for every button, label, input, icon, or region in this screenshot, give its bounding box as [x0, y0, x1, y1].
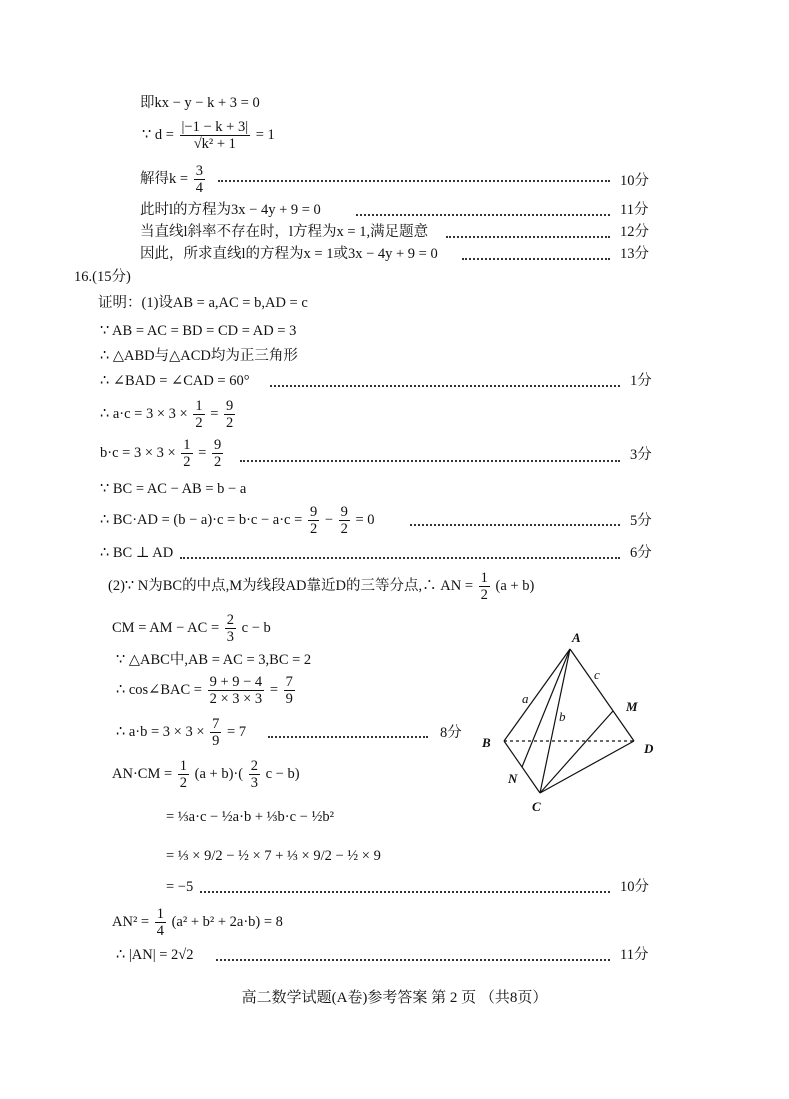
eq-line-solve-k	[140, 163, 207, 196]
score-1: 1分	[630, 373, 652, 389]
score-10: 10分	[620, 173, 649, 189]
equals-sign: =	[198, 444, 207, 461]
frac-den: 2 × 3 × 3	[209, 691, 263, 707]
label-B: B	[482, 735, 491, 750]
score-12: 12分	[620, 224, 649, 240]
an2-lhs: AN² =	[112, 913, 150, 930]
nine-halves-fraction	[339, 504, 350, 537]
score-11: 11分	[620, 202, 649, 218]
half-fraction	[193, 398, 204, 431]
bc-ad-rhs: = 0	[355, 511, 375, 528]
distance-rhs: = 1	[255, 126, 275, 143]
edge-ad	[570, 649, 634, 741]
question-16-heading: 16.(15分)	[74, 269, 131, 285]
proof-line-1: 证明：(1)设AB = a,AC = b,AD = c	[98, 295, 308, 311]
eq-line-distance	[142, 119, 275, 152]
frac-num: 1	[156, 906, 164, 922]
proof-line-9: ∴ BC ⊥ AD	[100, 545, 174, 561]
proof-line-4: ∴ ∠BAD = ∠CAD = 60°	[100, 373, 250, 389]
dot-leader	[462, 258, 610, 260]
score-6: 6分	[630, 545, 652, 561]
part2-line-final: ∴ |AN| = 2√2	[116, 947, 194, 963]
frac-num: 9	[226, 398, 234, 414]
score-13: 13分	[620, 246, 649, 262]
segment-an	[522, 649, 570, 767]
half-fraction	[181, 437, 192, 470]
frac-den: 3	[226, 629, 235, 645]
part2-line-abc: ∵ △ABC中,AB = AC = 3,BC = 2	[116, 652, 312, 668]
ab-rhs: = 7	[227, 723, 247, 740]
label-a: a	[522, 691, 529, 706]
half-fraction	[178, 758, 189, 791]
frac-num: 9	[309, 504, 318, 520]
frac-num: 2	[226, 612, 235, 628]
an-cm-lhs: AN·CM =	[112, 765, 173, 782]
eq-line-1: 即kx − y − k + 3 = 0	[140, 95, 260, 111]
seven-ninths-fraction	[210, 716, 221, 749]
bc-lhs: b·c = 3 × 3 ×	[100, 444, 176, 461]
eq-line-6: 因此，所求直线l的方程为x = 1或3x − 4y + 9 = 0	[140, 246, 438, 262]
equals-sign: =	[210, 405, 219, 422]
dot-leader	[356, 214, 610, 216]
cm-rhs: c − b	[241, 619, 271, 636]
half-fraction	[479, 570, 490, 603]
nine-halves-fraction	[308, 504, 319, 537]
frac-num: 9 + 9 − 4	[209, 674, 263, 690]
nine-halves-fraction	[212, 437, 223, 470]
nine-halves-fraction	[224, 398, 235, 431]
an-cm-mid: (a + b)·(	[194, 765, 244, 782]
edge-cd	[540, 741, 634, 793]
part2-rhs: (a + b)	[495, 577, 535, 594]
dot-leader	[200, 891, 610, 893]
frac-num: 2	[250, 758, 258, 774]
segment-cm	[540, 711, 613, 793]
part2-line-1	[108, 570, 534, 603]
an-cm-rhs: c − b)	[265, 765, 300, 782]
frac-den: 2	[480, 587, 488, 603]
part2-line-result: = −5	[166, 879, 194, 895]
ab-lhs: ∴ a·b = 3 × 3 ×	[116, 723, 205, 740]
frac-den: 2	[179, 775, 188, 791]
page-footer: 高二数学试题(A卷)参考答案 第 2 页 （共8页）	[241, 990, 548, 1006]
part2-lhs: (2)∵ N为BC的中点,M为线段AD靠近D的三等分点,∴ AN =	[108, 577, 473, 594]
quarter-fraction	[155, 906, 166, 939]
eq-line-4: 此时l的方程为3x − 4y + 9 = 0	[140, 202, 321, 218]
dot-leader	[216, 959, 610, 961]
proof-line-3: ∴ △ABD与△ACD均为正三角形	[100, 348, 298, 364]
frac-den: 2	[213, 454, 222, 470]
tetrahedron-figure	[470, 625, 690, 825]
label-c: c	[594, 667, 600, 682]
label-D: D	[644, 741, 654, 756]
k-num: 3	[195, 163, 203, 179]
proof-line-7: ∵ BC = AC − AB = b − a	[100, 481, 247, 497]
frac-den: 2	[183, 454, 191, 470]
label-M: M	[626, 699, 638, 714]
frac-num: 1	[183, 437, 191, 453]
dot-leader	[410, 524, 620, 526]
label-b: b	[559, 709, 566, 724]
frac-num: 9	[340, 504, 348, 520]
frac-den: 2	[226, 415, 234, 431]
label-N: N	[508, 771, 518, 786]
part2-line-an-squared	[112, 906, 283, 939]
proof-line-8	[100, 504, 375, 537]
frac-den: 9	[285, 691, 293, 707]
part2-line-cm	[112, 612, 271, 645]
frac-num: 7	[212, 716, 220, 732]
part2-line-ab	[116, 716, 246, 749]
frac-den: 3	[250, 775, 258, 791]
frac-den: 2	[340, 521, 348, 537]
frac-num: 7	[285, 674, 293, 690]
distance-lhs: ∵ d =	[142, 126, 174, 143]
part2-line-expand-1: = ⅓a·c − ½a·b + ⅓b·c − ½b²	[166, 809, 334, 825]
frac-den: 2	[195, 415, 203, 431]
frac-num: 1	[195, 398, 203, 414]
distance-num: |−1 − k + 3|	[181, 119, 249, 135]
cm-lhs: CM = AM − AC =	[112, 619, 220, 636]
bc-ad-lhs: ∴ BC·AD = (b − a)·c = b·c − a·c =	[100, 511, 303, 528]
an2-rhs: (a² + b² + 2a·b) = 8	[171, 913, 283, 930]
seven-ninths-fraction	[284, 674, 295, 707]
dot-leader	[240, 460, 620, 462]
score-11b: 11分	[620, 947, 649, 963]
frac-num: 1	[179, 758, 188, 774]
frac-num: 1	[480, 570, 488, 586]
dot-leader	[446, 236, 610, 238]
label-C: C	[532, 799, 541, 814]
frac-den: 4	[156, 923, 164, 939]
cos-fraction	[208, 674, 265, 707]
part2-line-an-cm	[112, 758, 300, 791]
part2-line-expand-2: = ⅓ × 9/2 − ½ × 7 + ⅓ × 9/2 − ½ × 9	[166, 848, 381, 864]
score-3: 3分	[630, 447, 652, 463]
dot-leader	[180, 557, 620, 559]
score-5: 5分	[630, 513, 652, 529]
minus-sign: −	[324, 511, 333, 528]
distance-fraction	[180, 119, 251, 152]
proof-line-ac	[100, 398, 237, 431]
equals-sign: =	[269, 681, 278, 698]
two-thirds-fraction	[225, 612, 236, 645]
dot-leader	[270, 385, 620, 387]
proof-line-bc	[100, 437, 225, 470]
distance-den: √k² + 1	[193, 136, 236, 152]
ac-lhs: ∴ a·c = 3 × 3 ×	[100, 405, 188, 422]
two-thirds-fraction	[249, 758, 260, 791]
dot-leader	[268, 736, 428, 738]
score-8: 8分	[440, 725, 462, 741]
frac-den: 9	[212, 733, 220, 749]
label-A: A	[572, 630, 581, 645]
dot-leader	[218, 180, 610, 182]
k-fraction	[194, 163, 205, 196]
part2-line-cos	[116, 674, 297, 707]
solve-k-lhs: 解得k =	[140, 170, 189, 187]
k-den: 4	[195, 180, 203, 196]
eq-line-5: 当直线l斜率不存在时，l方程为x = 1,满足题意	[140, 224, 429, 240]
cos-lhs: ∴ cos∠BAC =	[116, 681, 202, 698]
frac-num: 9	[213, 437, 222, 453]
frac-den: 2	[309, 521, 318, 537]
proof-line-2: ∵ AB = AC = BD = CD = AD = 3	[100, 323, 297, 339]
score-10b: 10分	[620, 879, 649, 895]
